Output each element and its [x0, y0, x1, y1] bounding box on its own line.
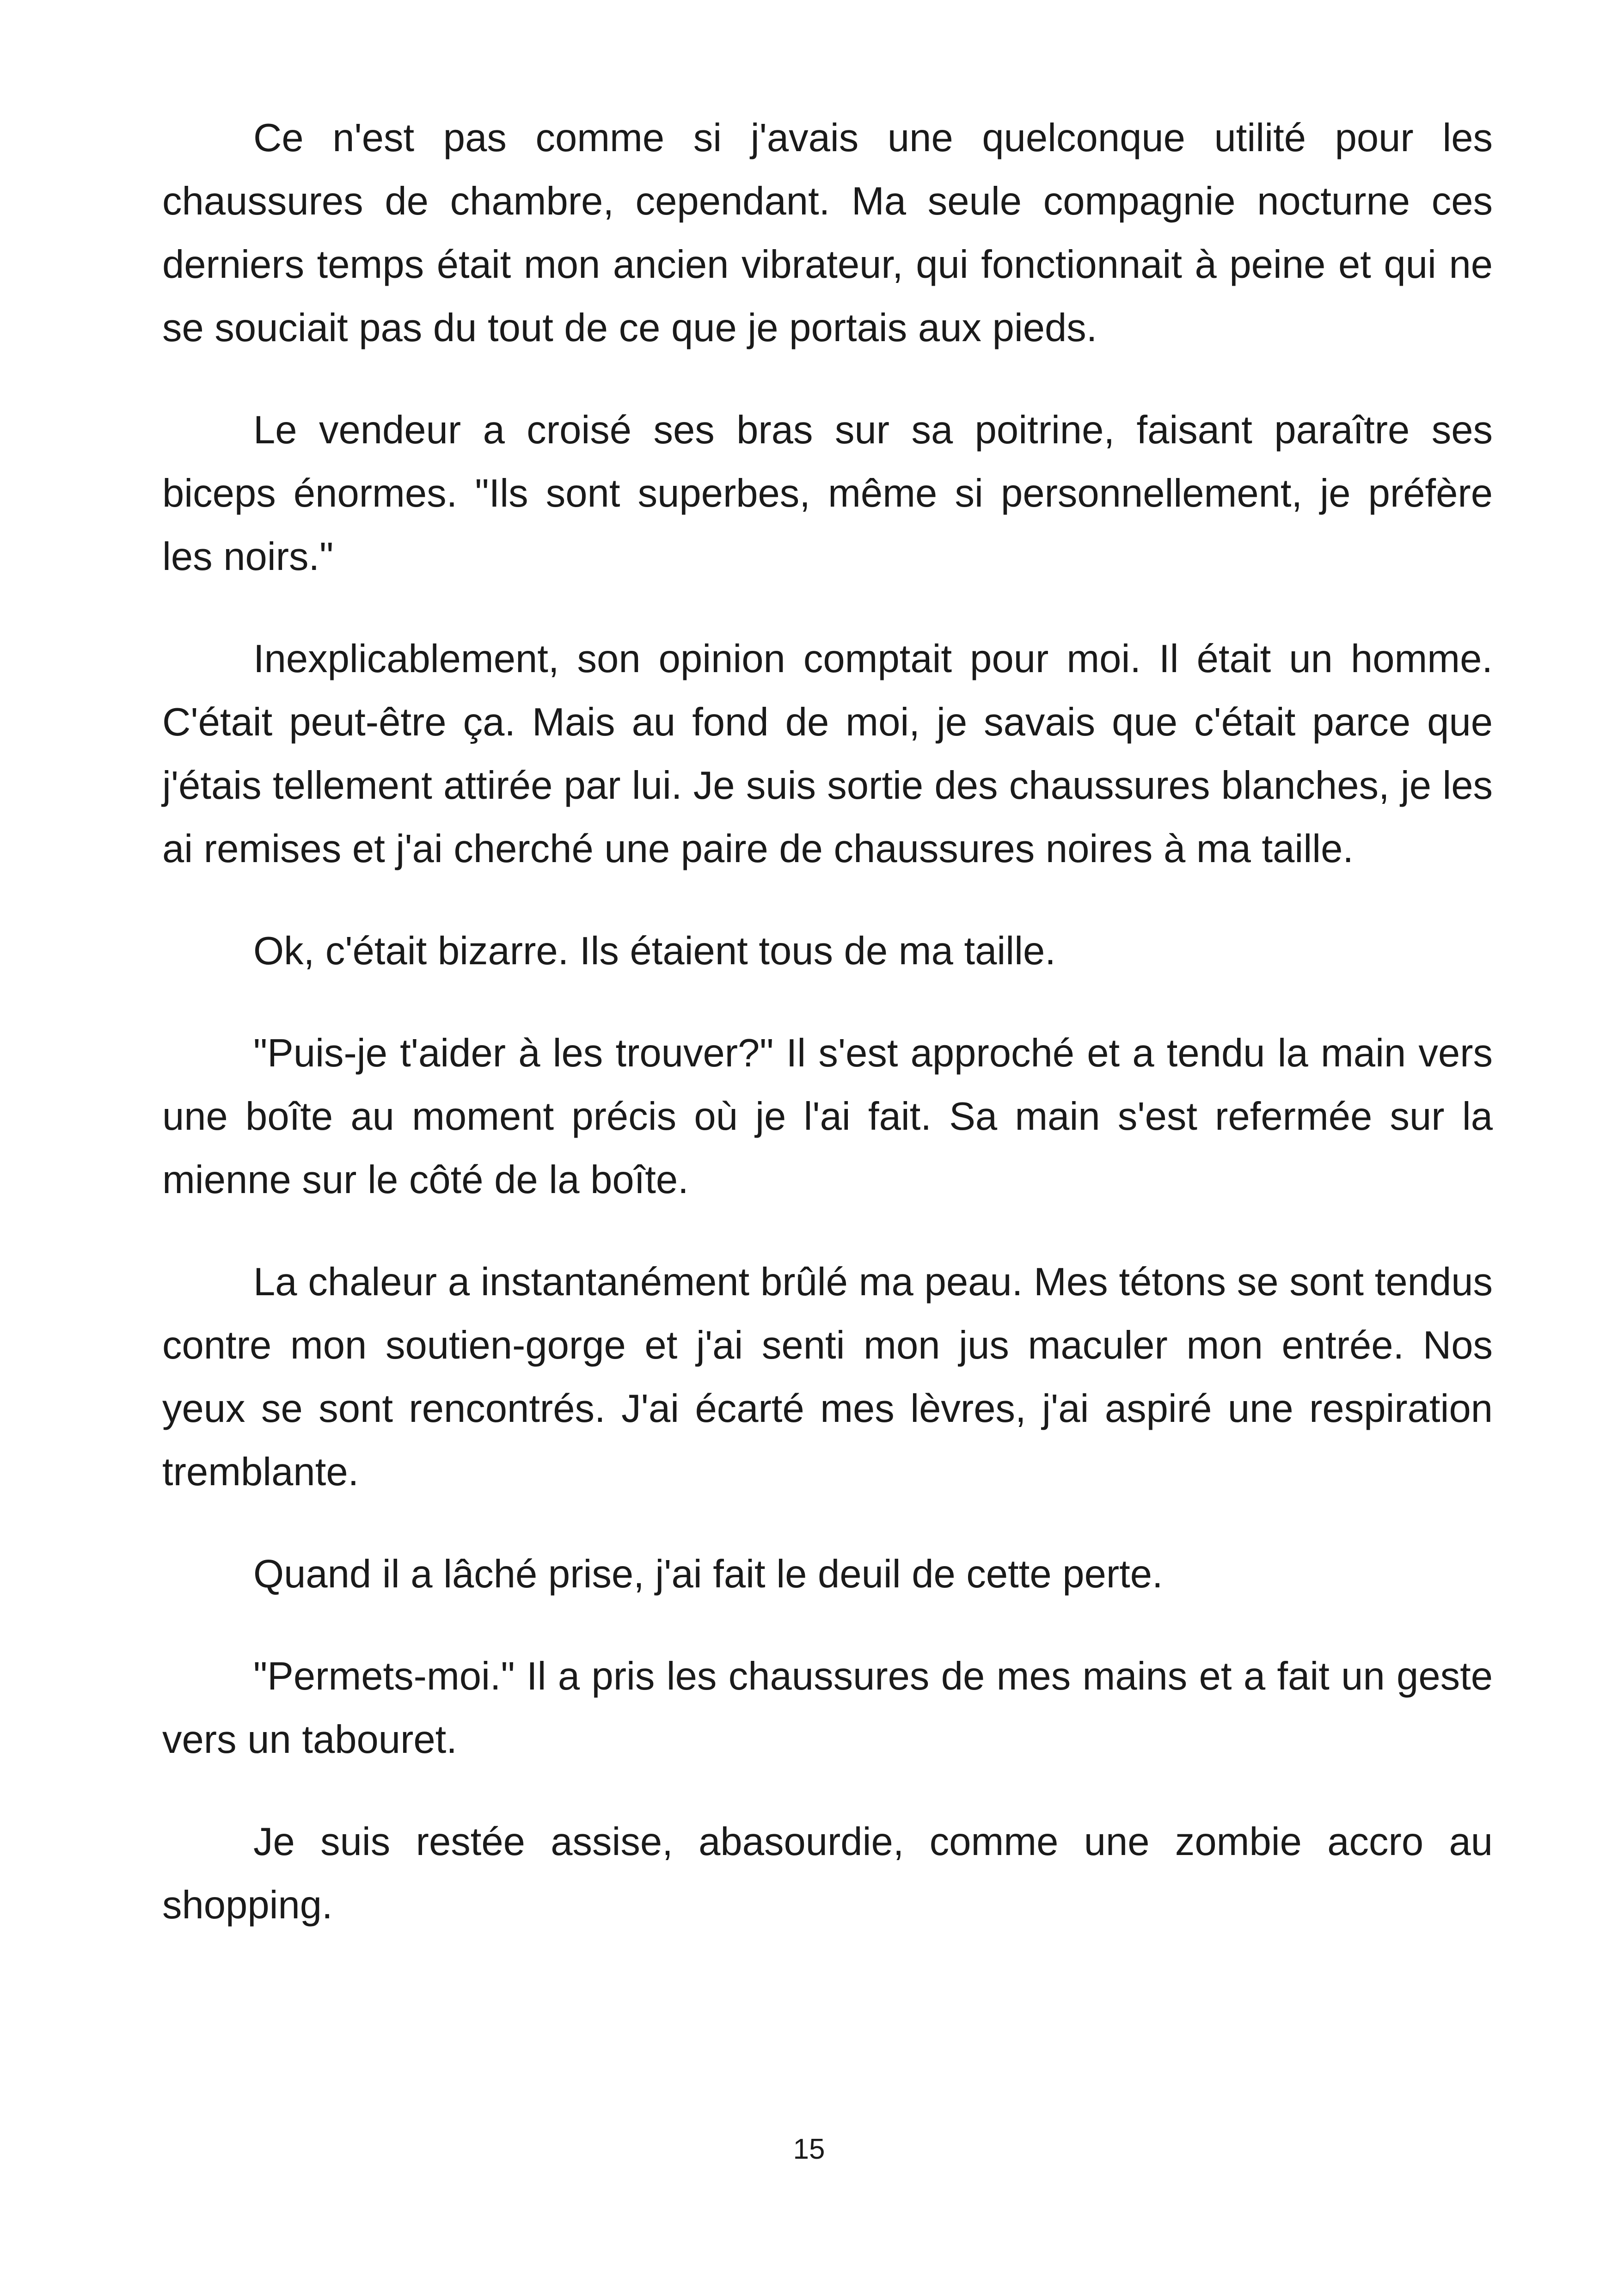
paragraph: Quand il a lâché prise, j'ai fait le deuil de cette perte.: [253, 1552, 1163, 1596]
paragraph: La chaleur a instantanément brûlé ma peau. Mes tétons se sont tendus contre mon soutien-gorge et j'ai senti mon jus maculer mon entrée. Nos yeux se sont rencontrés. J'ai écarté mes lèvres, j'ai aspiré une respiration tremblante.: [162, 1260, 1493, 1494]
page-number: 15: [793, 2133, 825, 2165]
paragraph: Inexplicablement, son opinion comptait pour moi. Il était un homme. C'était peut-être ça. Mais au fond de moi, je savais que c'était parce que j'étais tellement attirée par lui. Je suis sortie des chaussures blanches, je les ai remises et j'ai cherché une paire de chaussures noires à ma taille.: [162, 637, 1493, 871]
paragraph: Le vendeur a croisé ses bras sur sa poitrine, faisant paraître ses biceps énormes. "Ils sont superbes, même si personnellement, je préfère les noirs.": [162, 408, 1493, 579]
body-text: [162, 106, 1493, 1976]
paragraph: Je suis restée assise, abasourdie, comme une zombie accro au shopping.: [162, 1820, 1493, 1927]
paragraph: Ce n'est pas comme si j'avais une quelconque utilité pour les chaussures de chambre, cependant. Ma seule compagnie nocturne ces derniers temps était mon ancien vibrateur, qui fonctionnait à peine et qui ne se souciait pas du tout de ce que je portais aux pieds.: [162, 116, 1493, 350]
paragraph: "Puis-je t'aider à les trouver?" Il s'est approché et a tendu la main vers une boîte au moment précis où je l'ai fait. Sa main s'est refermée sur la mienne sur le côté de la boîte.: [162, 1031, 1493, 1202]
paragraph: Ok, c'était bizarre. Ils étaient tous de ma taille.: [253, 929, 1056, 973]
paragraph: "Permets-moi." Il a pris les chaussures de mes mains et a fait un geste vers un tabouret.: [162, 1654, 1493, 1762]
